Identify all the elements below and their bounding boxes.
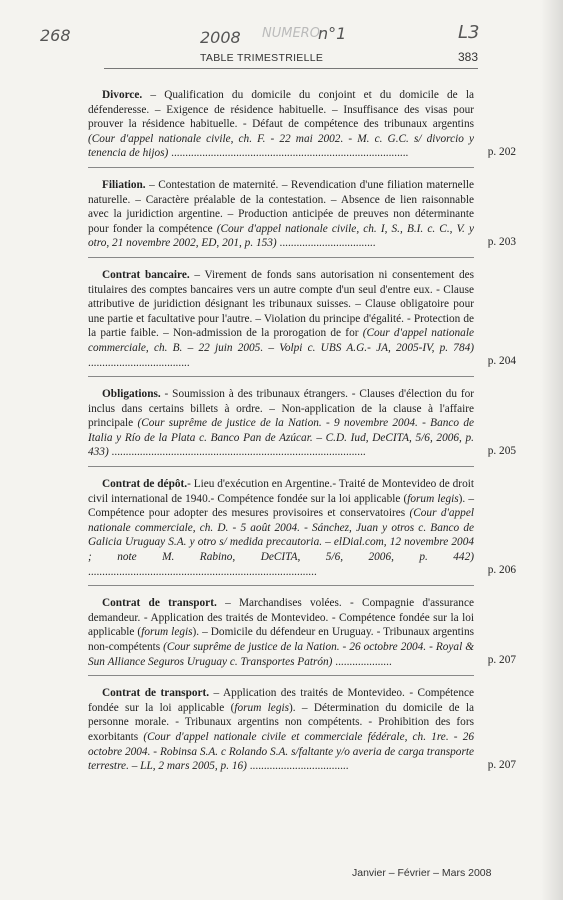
entry-page-ref: p. 204 (487, 355, 516, 368)
entry-citation: forum legis (234, 701, 289, 714)
index-entry (88, 686, 516, 780)
handwritten-note-right: L3 (458, 22, 480, 43)
entry-citation: forum legis (407, 492, 459, 505)
entry-citation: (Cour d'appel nationale civile et commerciale fédérale, ch. 1re. - 26 octobre 2004. - Robinsa S.A. c Rolando S.A. s/faltante y/o averia de carga transporte terrestre. – LL, 2 mars 2005, p. 16) (88, 730, 474, 773)
page-number: 383 (457, 50, 478, 64)
index-entry (88, 477, 516, 586)
leader-dots: ................................... (246, 760, 349, 773)
entry-page-ref: p. 207 (487, 654, 516, 667)
entry-page-ref: p. 205 (487, 445, 516, 458)
entry-citation: forum legis (141, 626, 193, 639)
leader-dots: ................................................................................. (88, 565, 317, 578)
entry-heading: Contrat de transport. (102, 597, 217, 610)
index-entry (88, 387, 516, 467)
entry-page-ref: p. 203 (487, 235, 516, 248)
entry-text: Contrat de transport. – Application des traités de Montevideo. - Compétence fondée sur la loi applicable (forum legis). – Détermination du domicile de la personne morale. - Tribunaux argentins non compétents. - Prohibition des fors exorbitants (Cour d'appel nationale civile et commerciale fédérale, ch. 1re. - 26 octobre 2004. - Robinsa S.A. c Rolando S.A. s/faltante y/o averia de carga transporte terrestre. – LL, 2 mars 2005, p. 16) ................................... (88, 687, 475, 773)
entry-text: Contrat bancaire. – Virement de fonds sans autorisation ni consentement des titulaires des comptes bancaires vers un autre compte d'un seul d'entre eux. - Clause attributive de juridiction désignant les tribunaux suisses. – Clause obligatoire pour une partie et facultative pour l'autre. – Violation du principe d'égalité. - Protection de la partie faible. – Non-admission de la prorogation de for (Cour d'appel nationale commerciale, ch. B. – 22 juin 2005. – Volpi c. UBS A.G.- JA, 2005-IV, p. 784) .................................... (88, 268, 475, 369)
entry-citation: (Cour d'appel nationale commerciale, ch. B. – 22 juin 2005. – Volpi c. UBS A.G.- JA, 2005-IV, p. 784) (88, 327, 474, 354)
leader-dots: .......................................................................................... (108, 446, 366, 459)
entry-heading: Contrat de dépôt. (102, 478, 188, 491)
entry-heading: Contrat de transport. (102, 687, 210, 700)
entry-citation: (Cour d'appel nationale civile, ch. I, S., B.I. c. C., V. y otro, 21 novembre 2002, ED, 201, p. 153) (88, 222, 474, 250)
entry-heading: Obligations. (102, 388, 161, 401)
page-edge-shadow (541, 0, 563, 900)
leader-dots: .................... (332, 655, 392, 668)
handwritten-note-year: 2008 (200, 28, 241, 47)
entry-heading: Filiation. (102, 178, 146, 191)
entry-heading: Contrat bancaire. (102, 268, 190, 281)
index-entries (88, 88, 516, 790)
leader-dots: .................................. (276, 237, 376, 250)
entry-citation: (Cour suprême de justice de la Nation. - 26 octobre 2004. - Royal & Sun Alliance Seguros Uruguay c. Transportes Patrón) (88, 641, 474, 668)
entry-text: Contrat de transport. – Marchandises volées. - Compagnie d'assurance demandeur. - Application des traités de Montevideo. - Compétence fondée sur la loi applicable (forum legis). – Domicile du défendeur en Uruguay. - Tribunaux argentins non-compétents (Cour suprême de justice de la Nation. - 26 octobre 2004. - Royal & Sun Alliance Seguros Uruguay c. Transportes Patrón) .................... (88, 597, 474, 668)
entry-text: Contrat de dépôt.- Lieu d'exécution en Argentine.- Traité de Montevideo de droit civil international de 1940.- Compétence fondée sur la loi applicable (forum legis). – Compétence pour adopter des mesures provisoires et conservatoires (Cour d'appel nationale commerciale, ch. D. - 5 août 2004. - Sánchez, Juan y otros c. Banco de Galicia Uruguay S.A. y otro s/ medida precautoria. – elDial.com, 12 novembre 2004 ; note M. Rabino, DeCITA, 5/6, 2006, p. 442) ................................................................................. (88, 478, 474, 578)
leader-dots: .................................... (88, 356, 190, 369)
entry-page-ref: p. 202 (487, 145, 516, 158)
entry-page-ref: p. 206 (487, 564, 516, 577)
page-footer: Janvier – Février – Mars 2008 (352, 867, 492, 879)
entry-citation: (Cour suprême de justice de la Nation. - 9 novembre 2004. - Banco de Italia y Río de la Plata c. Banco Pan de Azúcar. – C.D. Iud, DeCITA, 5/6, 2006, p. 433) (88, 417, 474, 459)
handwritten-note-number: n°1 (318, 24, 347, 43)
index-entry (88, 178, 516, 258)
header-title: TABLE TRIMESTRIELLE (200, 52, 324, 64)
entry-text: Divorce. – Qualification du domicile du conjoint et du domicile de la défenderesse. – Exigence de résidence habituelle. – Insuffisance des visas pour prouver la résidence habituelle. - Défaut de compétence des tribunaux argentins (Cour d'appel nationale civile, ch. F. - 22 mai 2002. - M. c. G.C. s/ divorcio y tenencia de hijos) .................................................................................... (88, 89, 474, 160)
running-header (104, 52, 478, 69)
leader-dots: .................................................................................... (168, 147, 409, 160)
entry-citation: (Cour d'appel nationale commerciale, ch. D. - 5 août 2004. - Sánchez, Juan y otros c. Banco de Galicia Uruguay S.A. y otro s/ medida precautoria. – elDial.com, 12 novembre 2004 ; note M. Rabino, DeCITA, 5/6, 2006, p. 442) (88, 507, 474, 564)
entry-text: Filiation. – Contestation de maternité. – Revendication d'une filiation maternelle naturelle. – Caractère préalable de la contestation. – Absence de lien raisonnable avec la juridiction argentine. – Production anticipée de preuves non déterminante pour fonder la compétence (Cour d'appel nationale civile, ch. I, S., B.I. c. C., V. y otro, 21 novembre 2002, ED, 201, p. 153) .................................. (88, 178, 474, 250)
index-entry (88, 268, 516, 377)
entry-citation: (Cour d'appel nationale civile, ch. F. - 22 mai 2002. - M. c. G.C. s/ divorcio y tenencia de hijos) (88, 132, 474, 160)
entry-page-ref: p. 207 (487, 758, 516, 771)
handwritten-note-left: 268 (40, 26, 71, 45)
faint-stamp: NUMERO (262, 26, 320, 41)
entry-heading: Divorce. (102, 89, 143, 101)
entry-text: Obligations. - Soumission à des tribunaux étrangers. - Clauses d'élection du for inclus dans certains billets à ordre. – Non-application de la clause à l'affaire principale (Cour suprême de justice de la Nation. - 9 novembre 2004. - Banco de Italia y Río de la Plata c. Banco Pan de Azúcar. – C.D. Iud, DeCITA, 5/6, 2006, p. 433) .......................................................................................... (88, 388, 474, 459)
index-entry (88, 88, 516, 168)
index-entry (88, 596, 516, 676)
